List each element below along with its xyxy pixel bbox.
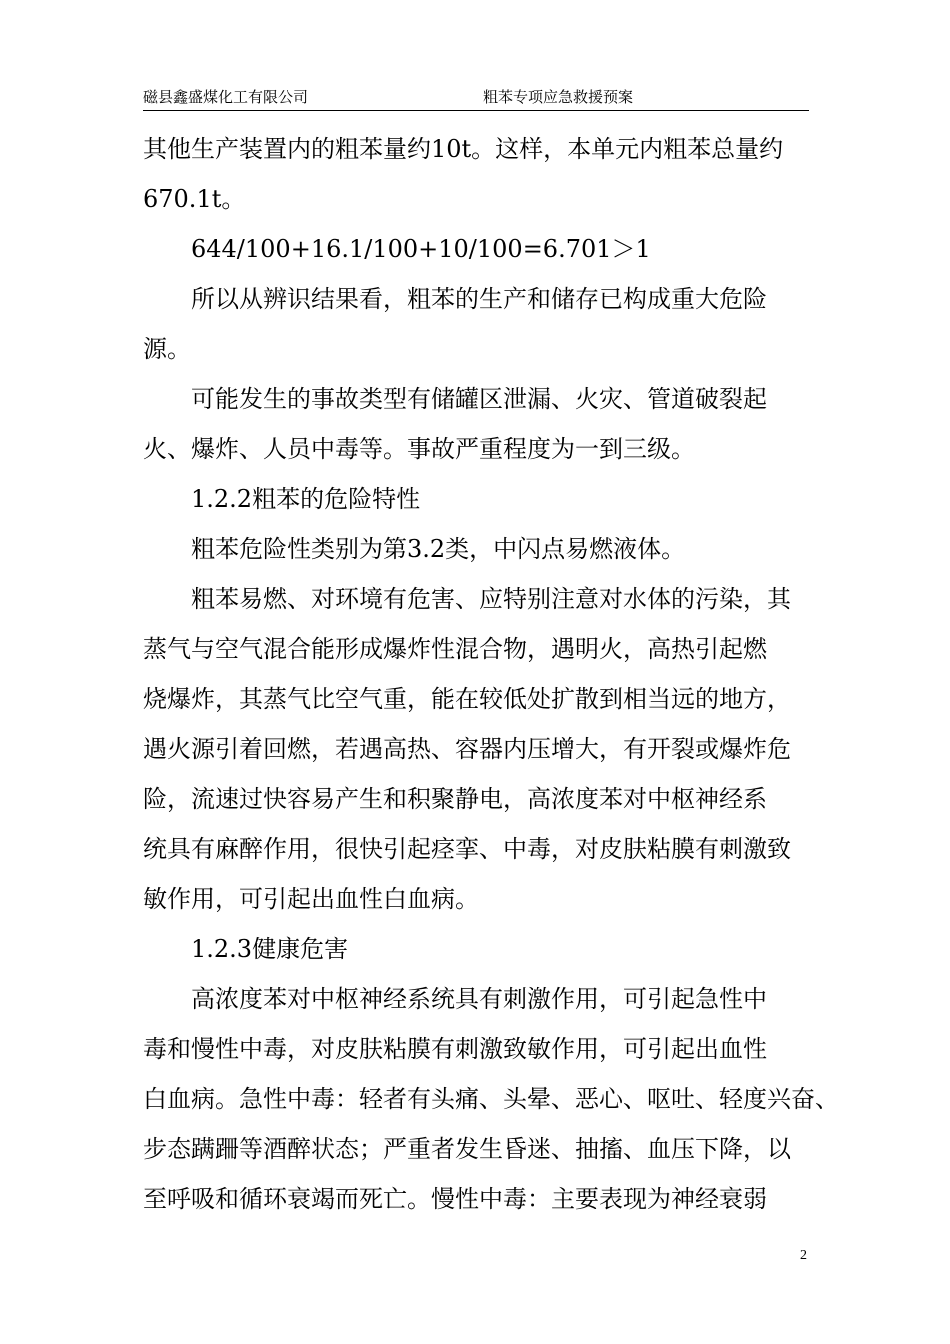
body-line: 可能发生的事故类型有储罐区泄漏、火灾、管道破裂起 (191, 385, 767, 413)
page-header (143, 86, 809, 111)
body-line: 险，流速过快容易产生和积聚静电，高浓度苯对中枢神经系 (143, 785, 767, 813)
body-line: 高浓度苯对中枢神经系统具有刺激作用，可引起急性中 (191, 985, 767, 1013)
body-line: 所以从辨识结果看，粗苯的生产和储存已构成重大危险 (191, 285, 767, 313)
body-line: 670.1t。 (143, 185, 246, 213)
body-line: 火、爆炸、人员中毒等。事故严重程度为一到三级。 (143, 435, 695, 463)
body-line: 至呼吸和循环衰竭而死亡。慢性中毒：主要表现为神经衰弱 (143, 1185, 767, 1213)
body-line: 步态蹒跚等酒醉状态；严重者发生昏迷、抽搐、血压下降，以 (143, 1135, 791, 1163)
body-line: 敏作用，可引起出血性白血病。 (143, 885, 479, 913)
body-line: 粗苯危险性类别为第3.2类，中闪点易燃液体。 (191, 535, 686, 563)
body-line: 遇火源引着回燃，若遇高热、容器内压增大，有开裂或爆炸危 (143, 735, 791, 763)
body-line: 其他生产装置内的粗苯量约10t。这样，本单元内粗苯总量约 (143, 135, 784, 163)
page-number: 2 (800, 1248, 807, 1263)
body-line: 烧爆炸，其蒸气比空气重，能在较低处扩散到相当远的地方， (143, 685, 791, 713)
header-document-title: 粗苯专项应急救援预案 (483, 88, 634, 106)
body-line: 白血病。急性中毒：轻者有头痛、头晕、恶心、呕吐、轻度兴奋、 (143, 1085, 839, 1113)
body-line: 源。 (143, 335, 191, 363)
header-company-name: 磁县鑫盛煤化工有限公司 (143, 88, 309, 106)
body-line: 蒸气与空气混合能形成爆炸性混合物，遇明火，高热引起燃 (143, 635, 767, 663)
document-body (143, 124, 839, 1224)
section-heading-1-2-2: 1.2.2粗苯的危险特性 (191, 485, 421, 513)
body-line: 粗苯易燃、对环境有危害、应特别注意对水体的污染，其 (191, 585, 791, 613)
body-line: 毒和慢性中毒，对皮肤粘膜有刺激致敏作用，可引起出血性 (143, 1035, 767, 1063)
body-line: 644/100+16.1/100+10/100=6.701＞1 (191, 235, 651, 263)
body-line: 统具有麻醉作用，很快引起痉挛、中毒，对皮肤粘膜有刺激致 (143, 835, 791, 863)
section-heading-1-2-3: 1.2.3健康危害 (191, 935, 349, 963)
